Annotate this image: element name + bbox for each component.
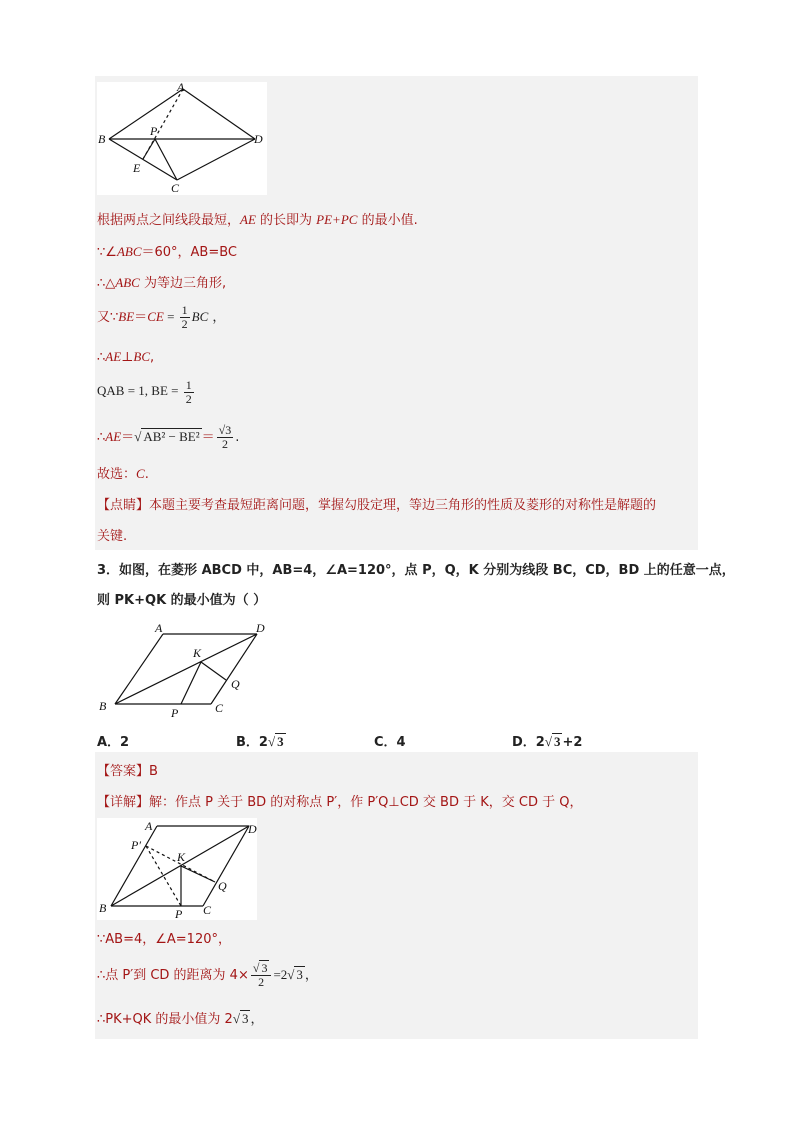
sqrt-sign: √ (252, 961, 260, 975)
line3-pre: ∴△ (97, 276, 116, 291)
d2-den: 2 (258, 975, 265, 989)
sqrt-sign: √ (267, 734, 276, 749)
line4-eq1: ＝ (134, 310, 148, 325)
detail-line-1: ∵AB=4，∠A=120°， (97, 932, 231, 947)
fig3-label-p-prime: P′ (131, 838, 141, 852)
d3-post: ， (250, 1012, 264, 1027)
line4-bc: BC (191, 309, 209, 324)
line4-eq2: = (163, 309, 178, 324)
option-c-text: C．4 (374, 735, 406, 750)
solution-line-4 (97, 304, 225, 331)
line1-post: 的最小值. (357, 213, 418, 228)
fig3-label-p: P (175, 907, 183, 920)
figure-rhombus-2 (97, 618, 277, 720)
option-a (97, 731, 129, 750)
line2-abc: ABC (116, 244, 142, 259)
d2-num: 3 (261, 961, 268, 975)
fig1-label-c: C (171, 181, 180, 195)
solution-line-5 (97, 348, 154, 367)
line5-text: AE⊥BC (105, 349, 151, 364)
sqrt-sign: √ (232, 1011, 240, 1026)
dianjing-line-1: 【点睛】本题主要考查最短距离问题，掌握勾股定理，等边三角形的性质及菱形的对称性是解题的 (97, 498, 657, 513)
line7-eq: ＝ (121, 430, 135, 445)
line4-post: ， (208, 310, 226, 325)
d2-num-wrap (251, 962, 272, 976)
solution-line-3 (97, 274, 226, 293)
line7-post: . (235, 430, 240, 445)
fig1-label-p: P (150, 124, 158, 138)
line3-abc: ABC (115, 275, 140, 290)
d2-radicand: 3 (296, 967, 303, 982)
option-d-post: +2 (562, 735, 583, 750)
line6-text: AB = 1, BE = (106, 383, 182, 398)
d3-pre: ∴PK+QK 的最小值为 2 (97, 1012, 233, 1027)
fig2-label-d: D (256, 621, 265, 635)
d2-fraction (251, 962, 272, 989)
option-d (512, 731, 582, 750)
line2-pre: ∵∠ (97, 245, 117, 260)
sqrt-sign: √ (134, 429, 142, 444)
question-3-line-1: 3．如图，在菱形 ABCD 中，AB=4，∠A=120°，点 P，Q，K 分别为线段 BC，CD，BD 上的任意一点， (97, 563, 735, 578)
option-b-pre: B．2 (236, 735, 268, 750)
fig3-label-d: D (248, 822, 257, 836)
fig2-label-q: Q (231, 677, 240, 691)
line5-post: , (150, 350, 155, 365)
line8-post: . (144, 467, 149, 482)
sqrt-sign: √ (287, 967, 295, 982)
fig3-label-b: B (99, 901, 107, 915)
line8-pre: 故选： (97, 467, 137, 482)
fig2-label-p: P (171, 706, 179, 720)
line1-pepc: PE+PC (316, 212, 358, 227)
line6-pre: Q (97, 383, 107, 398)
line4-ce: CE (147, 309, 164, 324)
line6-num: 1 (185, 377, 192, 392)
solution-line-2 (97, 243, 237, 262)
line4-den: 2 (181, 317, 188, 331)
fig1-label-a: A (177, 82, 185, 94)
option-b-radicand: 3 (277, 734, 284, 749)
line1-ae: AE (240, 212, 256, 227)
figure-rhombus-3 (97, 818, 257, 920)
option-d-radicand: 3 (553, 734, 561, 749)
fig3-label-c: C (203, 903, 212, 917)
answer-line: 【答案】B (97, 764, 158, 779)
solution-line-6 (97, 377, 196, 406)
solution-line-8 (97, 465, 149, 484)
line7-den: 2 (221, 437, 228, 451)
line6-den: 2 (185, 391, 192, 406)
line7-ae: AE (105, 429, 122, 444)
option-b (236, 731, 286, 750)
fig3-label-k: K (177, 850, 186, 864)
line3-post: 为等边三角形, (139, 276, 227, 291)
option-c (374, 731, 406, 750)
line4-pre: 又∵ (97, 310, 119, 325)
option-d-pre: D．2 (512, 735, 545, 750)
line4-be: BE (118, 309, 135, 324)
line7-radicand: AB² − BE² (143, 429, 200, 444)
line7-num: √3 (218, 423, 232, 437)
question-3-line-2: 则 PK+QK 的最小值为（ ） (97, 593, 267, 608)
fig1-label-b: B (98, 132, 106, 146)
fig1-label-d: D (254, 132, 263, 146)
sqrt-sign: √ (544, 734, 552, 749)
fig2-label-a: A (155, 621, 163, 635)
fig2-label-c: C (215, 701, 224, 715)
fig3-label-q: Q (218, 879, 227, 893)
line2-post: ＝60°，AB=BC (141, 245, 238, 260)
line4-fraction (180, 304, 190, 331)
fig3-label-a: A (145, 819, 153, 833)
solution-line-7 (97, 423, 239, 452)
solution-line-1 (97, 211, 418, 230)
line5-pre: ∴ (97, 350, 106, 365)
line6-fraction (184, 379, 194, 406)
d2-post: ， (304, 968, 318, 983)
detail-line-3 (97, 1010, 263, 1029)
detail-line: 【详解】解：作点 P 关于 BD 的对称点 P′，作 P′Q⊥CD 交 BD 于 K，交 CD 于 Q， (97, 795, 583, 810)
fig2-label-b: B (99, 699, 107, 713)
fig1-label-e: E (133, 161, 141, 175)
line7-pre: ∴ (97, 430, 106, 445)
option-a-text: A．2 (97, 735, 130, 750)
figure-rhombus-1 (97, 82, 267, 195)
line1-mid: 的长即为 (255, 213, 317, 228)
line7-eq2: ＝ (201, 430, 215, 445)
d3-radicand: 3 (241, 1011, 249, 1026)
d2-pre: ∴点 P′到 CD 的距离为 4× (97, 968, 249, 983)
line7-fraction (217, 424, 234, 451)
line4-num: 1 (181, 303, 188, 317)
detail-line-2 (97, 960, 318, 991)
dianjing-line-2: 关键. (97, 529, 128, 544)
fig2-label-k: K (193, 646, 202, 660)
line8-answer: C (136, 466, 145, 481)
line1-pre: 根据两点之间线段最短， (97, 213, 241, 228)
d2-eq: =2 (273, 967, 288, 982)
